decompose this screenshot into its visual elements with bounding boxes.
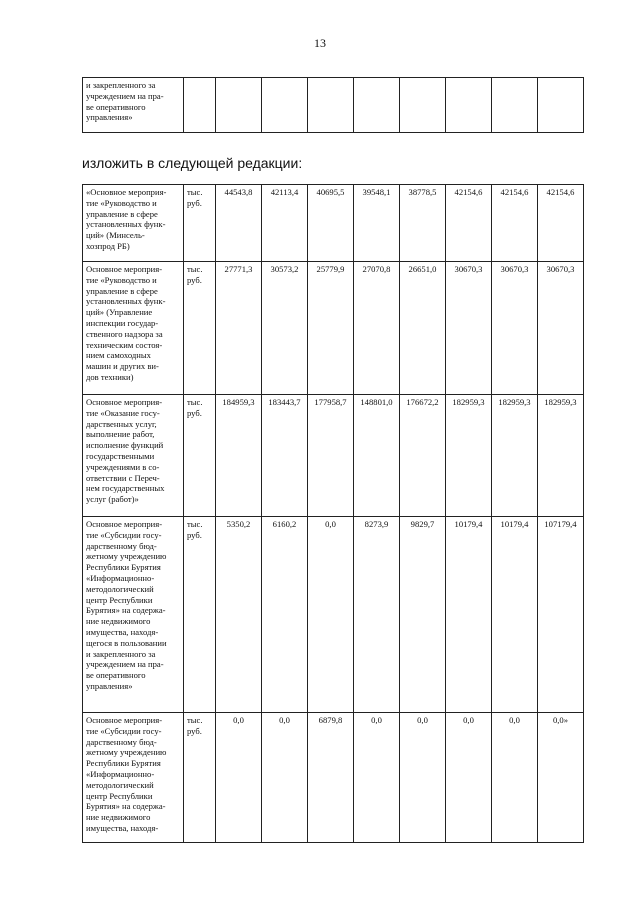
row-description: Основное мероприя- тие «Руководство и управление в сфере установленных функ- ций» (Управление инспекции государ- ственного надзора за техническим состоя- нием самоходных машин и других ви- дов техники) xyxy=(83,262,184,395)
value-cell: 27771,3 xyxy=(216,262,262,395)
row-unit: тыс. руб. xyxy=(184,185,216,262)
value-cell: 30670,3 xyxy=(492,262,538,395)
table-cell xyxy=(538,78,584,133)
value-cell: 0,0 xyxy=(354,713,400,843)
row-description: «Основное мероприя- тие «Руководство и управление в сфере установленных функ- ций» (Минсель- хозпрод РБ) xyxy=(83,185,184,262)
value-cell: 39548,1 xyxy=(354,185,400,262)
table-cell xyxy=(308,78,354,133)
value-cell: 30670,3 xyxy=(446,262,492,395)
value-cell: 0,0 xyxy=(216,713,262,843)
previous-table-fragment xyxy=(82,77,584,133)
value-cell: 177958,7 xyxy=(308,395,354,517)
value-cell: 6879,8 xyxy=(308,713,354,843)
table-row xyxy=(83,185,584,262)
table-cell xyxy=(400,78,446,133)
section-heading: изложить в следующей редакции: xyxy=(82,155,303,171)
value-cell: 38778,5 xyxy=(400,185,446,262)
table-row xyxy=(83,713,584,843)
row-unit: тыс. руб. xyxy=(184,395,216,517)
value-cell: 182959,3 xyxy=(446,395,492,517)
table-cell xyxy=(262,78,308,133)
row-description: и закрепленного за учреждением на пра- ве оперативного управления» xyxy=(83,78,184,133)
table-cell xyxy=(184,78,216,133)
value-cell: 9829,7 xyxy=(400,517,446,713)
row-unit: тыс. руб. xyxy=(184,713,216,843)
value-cell: 42113,4 xyxy=(262,185,308,262)
value-cell: 5350,2 xyxy=(216,517,262,713)
table-cell xyxy=(354,78,400,133)
value-cell: 0,0 xyxy=(492,713,538,843)
value-cell: 26651,0 xyxy=(400,262,446,395)
table-cell xyxy=(216,78,262,133)
value-cell: 0,0 xyxy=(400,713,446,843)
value-cell: 107179,4 xyxy=(538,517,584,713)
value-cell: 40695,5 xyxy=(308,185,354,262)
row-description: Основное мероприя- тие «Субсидии госу- дарственному бюд- жетному учреждению Республики Бурятия «Информационно- методологический центр Республики Бурятия» на содержа- ние недвижимого имущества, находя- щегося в пользовании и закрепленного за учреждением на пра- ве оперативного управления» xyxy=(83,517,184,713)
value-cell: 8273,9 xyxy=(354,517,400,713)
value-cell: 148801,0 xyxy=(354,395,400,517)
row-unit: тыс. руб. xyxy=(184,517,216,713)
value-cell: 0,0 xyxy=(262,713,308,843)
table-row xyxy=(83,262,584,395)
funding-table xyxy=(82,184,584,843)
row-description: Основное мероприя- тие «Субсидии госу- дарственному бюд- жетному учреждению Республики Бурятия «Информационно- методологический центр Республики Бурятия» на содержа- ние недвижимого имущества, находя- xyxy=(83,713,184,843)
value-cell: 42154,6 xyxy=(446,185,492,262)
value-cell: 182959,3 xyxy=(538,395,584,517)
value-cell: 10179,4 xyxy=(492,517,538,713)
value-cell: 25779,9 xyxy=(308,262,354,395)
value-cell: 27070,8 xyxy=(354,262,400,395)
value-cell: 0,0» xyxy=(538,713,584,843)
table-row xyxy=(83,78,584,133)
page-number: 13 xyxy=(314,36,326,50)
value-cell: 30573,2 xyxy=(262,262,308,395)
value-cell: 182959,3 xyxy=(492,395,538,517)
value-cell: 30670,3 xyxy=(538,262,584,395)
value-cell: 42154,6 xyxy=(492,185,538,262)
row-description: Основное мероприя- тие «Оказание госу- дарственных услуг, выполнение работ, исполнение функций государственными учреждениями в со- ответствии с Переч- нем государственных услуг (работ)» xyxy=(83,395,184,517)
value-cell: 0,0 xyxy=(446,713,492,843)
table-row xyxy=(83,517,584,713)
value-cell: 42154,6 xyxy=(538,185,584,262)
value-cell: 0,0 xyxy=(308,517,354,713)
value-cell: 176672,2 xyxy=(400,395,446,517)
table-row xyxy=(83,395,584,517)
value-cell: 183443,7 xyxy=(262,395,308,517)
value-cell: 44543,8 xyxy=(216,185,262,262)
row-unit: тыс. руб. xyxy=(184,262,216,395)
value-cell: 10179,4 xyxy=(446,517,492,713)
value-cell: 6160,2 xyxy=(262,517,308,713)
value-cell: 184959,3 xyxy=(216,395,262,517)
table-cell xyxy=(492,78,538,133)
table-cell xyxy=(446,78,492,133)
